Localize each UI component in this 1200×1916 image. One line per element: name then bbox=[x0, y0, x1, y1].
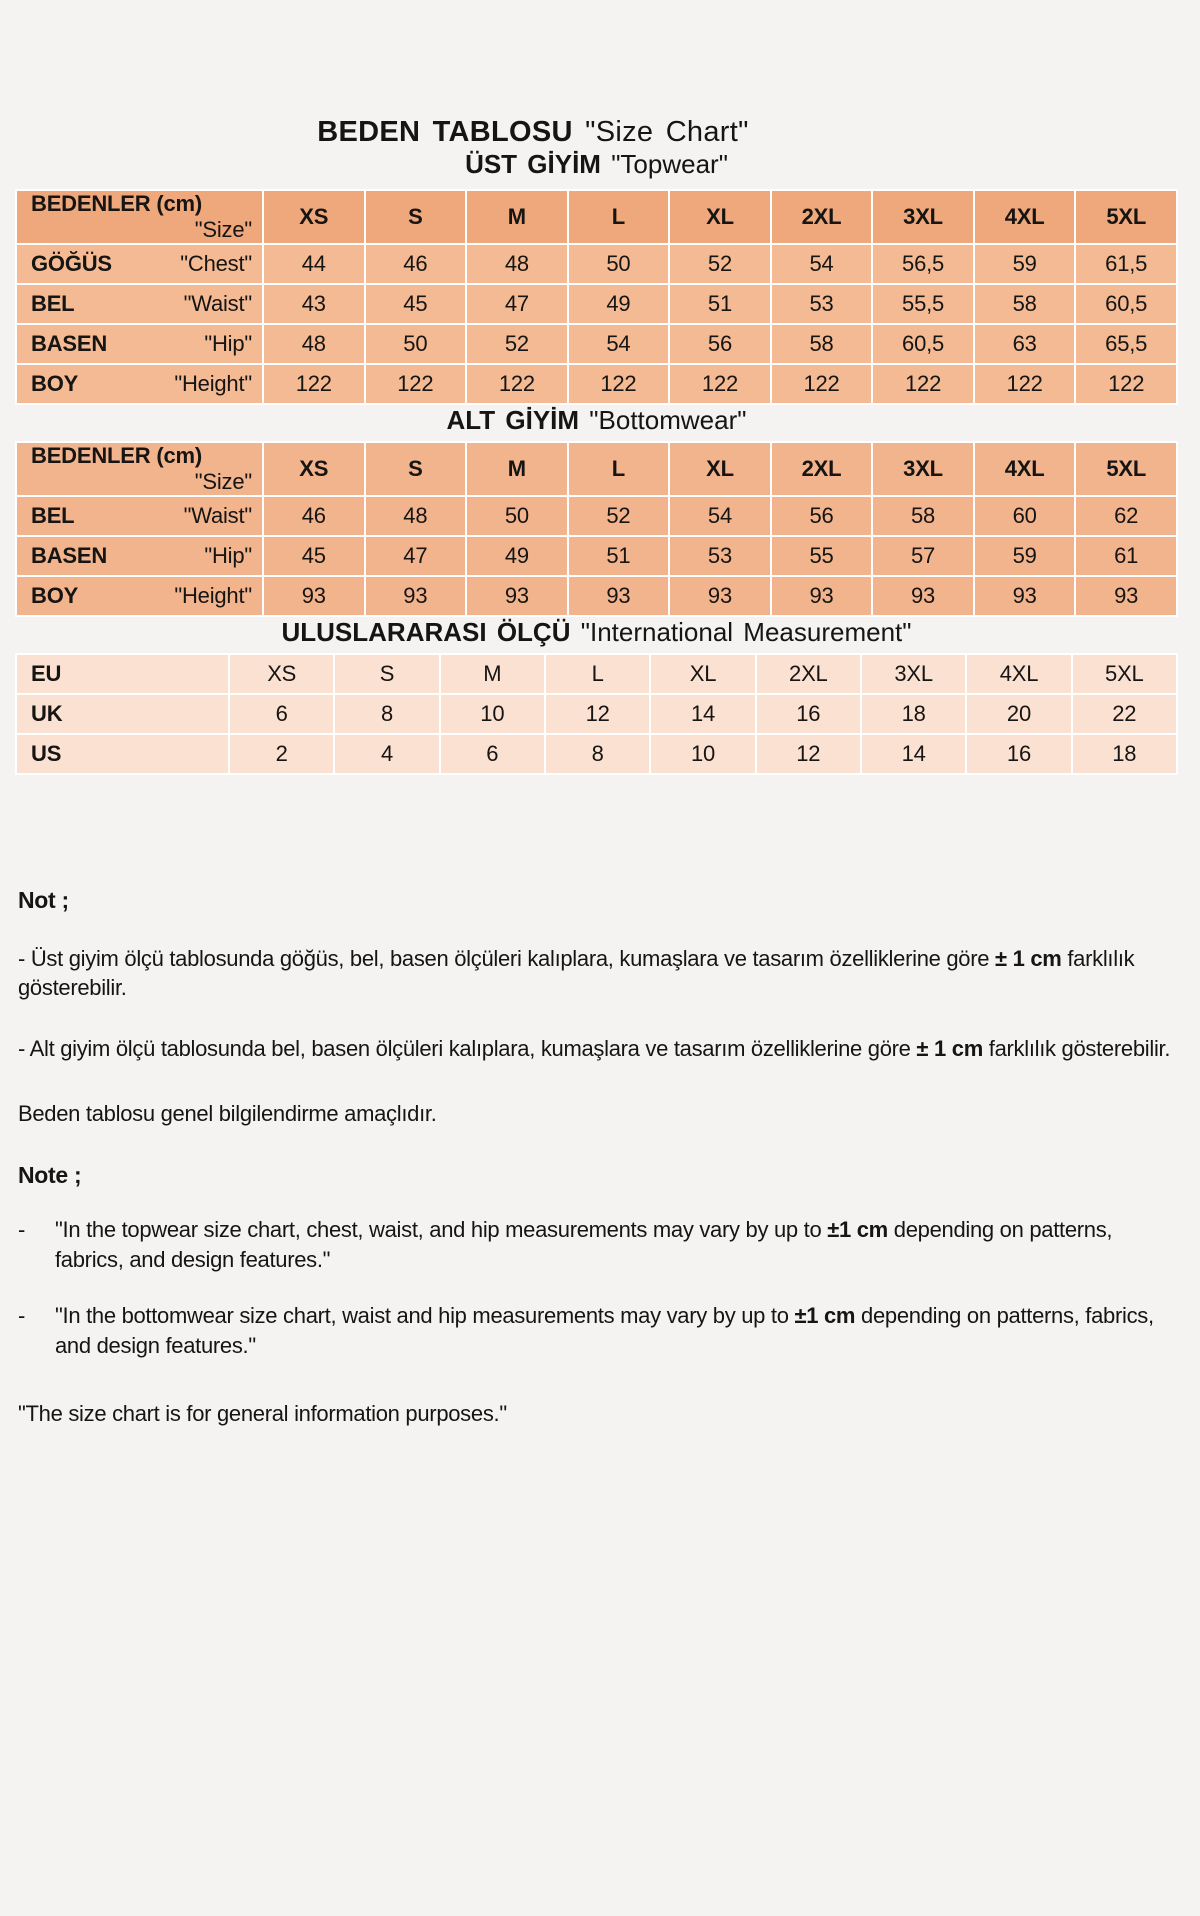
topwear-heading-sub: "Topwear" bbox=[611, 149, 728, 179]
measurement-value-cell: 93 bbox=[568, 576, 670, 616]
measurement-value-cell: 59 bbox=[974, 536, 1076, 576]
measurement-value-cell: 55,5 bbox=[872, 284, 974, 324]
measurement-value-cell: 46 bbox=[365, 244, 467, 284]
measurement-value-cell: 18 bbox=[861, 694, 966, 734]
bottomwear-size-table bbox=[15, 441, 1178, 617]
size-column-header: L bbox=[568, 442, 670, 496]
row-label-english: "Size" bbox=[194, 469, 252, 494]
size-column-header: 4XL bbox=[974, 442, 1076, 496]
measurement-value-cell: 60 bbox=[974, 496, 1076, 536]
row-label-english: "Waist" bbox=[183, 503, 252, 528]
measurement-value-cell: 122 bbox=[669, 364, 771, 404]
row-label-turkish: BEL bbox=[31, 503, 75, 528]
measurement-value-cell: 93 bbox=[872, 576, 974, 616]
bullet-text bbox=[55, 1215, 1165, 1275]
row-label-english: "Height" bbox=[174, 583, 252, 608]
note-bold-text: ±1 cm bbox=[794, 1303, 856, 1328]
measurement-value-cell: 5XL bbox=[1072, 654, 1177, 694]
bottomwear-section-heading bbox=[15, 405, 1178, 436]
measurement-value-cell: 93 bbox=[263, 576, 365, 616]
measurement-value-cell: S bbox=[334, 654, 439, 694]
measurement-value-cell: 16 bbox=[966, 734, 1071, 774]
measurement-value-cell: 2 bbox=[229, 734, 334, 774]
measurement-value-cell: 61 bbox=[1075, 536, 1177, 576]
measurement-value-cell: 49 bbox=[466, 536, 568, 576]
measurement-value-cell: 122 bbox=[263, 364, 365, 404]
row-label-english: "Waist" bbox=[183, 291, 252, 316]
table-row bbox=[16, 190, 1177, 244]
measurement-value-cell: 47 bbox=[466, 284, 568, 324]
page-title-main: BEDEN TABLOSU bbox=[317, 116, 573, 148]
international-heading-sub: "International Measurement" bbox=[580, 617, 912, 647]
measurement-value-cell: 93 bbox=[669, 576, 771, 616]
measurement-value-cell: 60,5 bbox=[872, 324, 974, 364]
size-column-header: 4XL bbox=[974, 190, 1076, 244]
english-note-topwear bbox=[18, 1215, 1180, 1275]
notes-section bbox=[18, 887, 1180, 1428]
row-label-turkish: BOY bbox=[31, 583, 79, 608]
measurement-value-cell: 52 bbox=[568, 496, 670, 536]
row-label-english: "Chest" bbox=[180, 251, 252, 276]
row-label-cell bbox=[16, 654, 229, 694]
size-column-header: 3XL bbox=[872, 190, 974, 244]
measurement-value-cell: 8 bbox=[334, 694, 439, 734]
measurement-value-cell: 61,5 bbox=[1075, 244, 1177, 284]
table-row bbox=[16, 536, 1177, 576]
measurement-value-cell: 16 bbox=[756, 694, 861, 734]
table-row bbox=[16, 734, 1177, 774]
row-label-cell bbox=[16, 536, 263, 576]
international-heading-main: ULUSLARARASI ÖLÇÜ bbox=[281, 617, 571, 647]
measurement-value-cell: 57 bbox=[872, 536, 974, 576]
measurement-value-cell: 2XL bbox=[756, 654, 861, 694]
measurement-value-cell: 8 bbox=[545, 734, 650, 774]
measurement-value-cell: 122 bbox=[1075, 364, 1177, 404]
bottomwear-heading-main: ALT GİYİM bbox=[446, 405, 580, 435]
measurement-value-cell: 54 bbox=[568, 324, 670, 364]
table-row bbox=[16, 496, 1177, 536]
row-label-english: "Hip" bbox=[204, 331, 252, 356]
row-label-turkish: UK bbox=[31, 701, 63, 726]
bullet-dash: - bbox=[18, 1303, 26, 1328]
measurement-value-cell: 93 bbox=[974, 576, 1076, 616]
row-label-english: "Hip" bbox=[204, 543, 252, 568]
row-label-cell bbox=[16, 496, 263, 536]
measurement-value-cell: 53 bbox=[669, 536, 771, 576]
measurement-value-cell: 93 bbox=[1075, 576, 1177, 616]
table-row bbox=[16, 576, 1177, 616]
row-label-turkish: BEDENLER (cm) bbox=[31, 191, 202, 216]
measurement-value-cell: 93 bbox=[771, 576, 873, 616]
size-column-header: XS bbox=[263, 190, 365, 244]
size-column-header: 5XL bbox=[1075, 442, 1177, 496]
table-row bbox=[16, 442, 1177, 496]
table-row bbox=[16, 364, 1177, 404]
measurement-value-cell: 53 bbox=[771, 284, 873, 324]
measurement-value-cell: 20 bbox=[966, 694, 1071, 734]
measurement-value-cell: 62 bbox=[1075, 496, 1177, 536]
row-label-turkish: BEDENLER (cm) bbox=[31, 443, 202, 468]
page-title bbox=[0, 116, 1066, 149]
measurement-value-cell: 14 bbox=[861, 734, 966, 774]
measurement-value-cell: 60,5 bbox=[1075, 284, 1177, 324]
measurement-value-cell: 48 bbox=[365, 496, 467, 536]
bullet-dash: - bbox=[18, 1217, 26, 1242]
turkish-note-heading: Not ; bbox=[18, 887, 69, 913]
measurement-value-cell: 56,5 bbox=[872, 244, 974, 284]
measurement-value-cell: 48 bbox=[263, 324, 365, 364]
measurement-value-cell: 22 bbox=[1072, 694, 1177, 734]
measurement-value-cell: 122 bbox=[466, 364, 568, 404]
row-label-cell bbox=[16, 442, 263, 496]
measurement-value-cell: 6 bbox=[229, 694, 334, 734]
bullet-text bbox=[55, 1301, 1165, 1361]
measurement-value-cell: 3XL bbox=[861, 654, 966, 694]
size-column-header: S bbox=[365, 442, 467, 496]
note-text: depending on patterns, fabrics, and design features." bbox=[55, 1217, 1113, 1272]
topwear-section-heading bbox=[15, 149, 1178, 180]
measurement-value-cell: 4XL bbox=[966, 654, 1071, 694]
row-label-cell bbox=[16, 244, 263, 284]
measurement-value-cell: 43 bbox=[263, 284, 365, 324]
measurement-value-cell: 45 bbox=[365, 284, 467, 324]
measurement-value-cell: 47 bbox=[365, 536, 467, 576]
measurement-value-cell: 122 bbox=[568, 364, 670, 404]
note-text: - Üst giyim ölçü tablosunda göğüs, bel, basen ölçüleri kalıplara, kumaşlara ve tasarım özelliklerine göre bbox=[18, 946, 996, 971]
measurement-value-cell: 93 bbox=[466, 576, 568, 616]
measurement-value-cell: XL bbox=[650, 654, 755, 694]
table-row bbox=[16, 654, 1177, 694]
measurement-value-cell: M bbox=[440, 654, 545, 694]
measurement-value-cell: 58 bbox=[974, 284, 1076, 324]
row-label-turkish: US bbox=[31, 741, 62, 766]
size-column-header: S bbox=[365, 190, 467, 244]
measurement-value-cell: 59 bbox=[974, 244, 1076, 284]
size-column-header: XS bbox=[263, 442, 365, 496]
row-label-cell bbox=[16, 324, 263, 364]
english-note-heading: Note ; bbox=[18, 1162, 82, 1188]
turkish-note-topwear bbox=[18, 944, 1178, 1002]
row-label-turkish: BEL bbox=[31, 291, 75, 316]
note-text: "In the topwear size chart, chest, waist, and hip measurements may vary by up to bbox=[55, 1217, 828, 1242]
measurement-value-cell: 18 bbox=[1072, 734, 1177, 774]
row-label-cell bbox=[16, 694, 229, 734]
measurement-value-cell: 56 bbox=[669, 324, 771, 364]
page-title-sub: "Size Chart" bbox=[585, 116, 749, 148]
topwear-heading-main: ÜST GİYİM bbox=[465, 149, 601, 179]
size-column-header: XL bbox=[669, 442, 771, 496]
measurement-value-cell: 50 bbox=[466, 496, 568, 536]
row-label-turkish: BASEN bbox=[31, 543, 108, 568]
note-text: farklılık gösterebilir. bbox=[982, 1036, 1171, 1061]
measurement-value-cell: 12 bbox=[545, 694, 650, 734]
measurement-value-cell: 122 bbox=[365, 364, 467, 404]
measurement-value-cell: 49 bbox=[568, 284, 670, 324]
measurement-value-cell: 122 bbox=[771, 364, 873, 404]
measurement-value-cell: 6 bbox=[440, 734, 545, 774]
size-column-header: M bbox=[466, 442, 568, 496]
measurement-value-cell: 46 bbox=[263, 496, 365, 536]
measurement-value-cell: 44 bbox=[263, 244, 365, 284]
note-bold-text: ± 1 cm bbox=[995, 946, 1062, 971]
bottomwear-heading-sub: "Bottomwear" bbox=[589, 405, 747, 435]
table-row bbox=[16, 694, 1177, 734]
topwear-size-table bbox=[15, 189, 1178, 405]
row-label-cell bbox=[16, 734, 229, 774]
row-label-turkish: BASEN bbox=[31, 331, 108, 356]
international-section-heading bbox=[15, 617, 1178, 648]
size-column-header: L bbox=[568, 190, 670, 244]
english-note-bottomwear bbox=[18, 1301, 1180, 1361]
measurement-value-cell: 14 bbox=[650, 694, 755, 734]
table-row bbox=[16, 284, 1177, 324]
measurement-value-cell: 50 bbox=[568, 244, 670, 284]
measurement-value-cell: 58 bbox=[771, 324, 873, 364]
english-general-note: "The size chart is for general information purposes." bbox=[18, 1401, 507, 1426]
measurement-value-cell: XS bbox=[229, 654, 334, 694]
measurement-value-cell: L bbox=[545, 654, 650, 694]
measurement-value-cell: 10 bbox=[650, 734, 755, 774]
international-size-table bbox=[15, 653, 1178, 775]
measurement-value-cell: 65,5 bbox=[1075, 324, 1177, 364]
note-bold-text: ± 1 cm bbox=[916, 1036, 983, 1061]
size-column-header: 3XL bbox=[872, 442, 974, 496]
measurement-value-cell: 55 bbox=[771, 536, 873, 576]
note-text: - Alt giyim ölçü tablosunda bel, basen ölçüleri kalıplara, kumaşlara ve tasarım özelliklerine göre bbox=[18, 1036, 917, 1061]
row-label-cell bbox=[16, 364, 263, 404]
size-column-header: XL bbox=[669, 190, 771, 244]
note-text: farklılık gösterebilir. bbox=[18, 946, 1135, 1000]
size-column-header: 5XL bbox=[1075, 190, 1177, 244]
measurement-value-cell: 54 bbox=[771, 244, 873, 284]
row-label-english: "Size" bbox=[194, 217, 252, 242]
row-label-cell bbox=[16, 284, 263, 324]
measurement-value-cell: 56 bbox=[771, 496, 873, 536]
note-bold-text: ±1 cm bbox=[827, 1217, 888, 1242]
row-label-turkish: EU bbox=[31, 661, 62, 686]
measurement-value-cell: 10 bbox=[440, 694, 545, 734]
measurement-value-cell: 50 bbox=[365, 324, 467, 364]
row-label-english: "Height" bbox=[174, 371, 252, 396]
measurement-value-cell: 51 bbox=[669, 284, 771, 324]
measurement-value-cell: 48 bbox=[466, 244, 568, 284]
measurement-value-cell: 58 bbox=[872, 496, 974, 536]
note-text: "In the bottomwear size chart, waist and hip measurements may vary by up to bbox=[55, 1303, 795, 1328]
measurement-value-cell: 122 bbox=[974, 364, 1076, 404]
turkish-general-note: Beden tablosu genel bilgilendirme amaçlıdır. bbox=[18, 1101, 437, 1126]
size-column-header: 2XL bbox=[771, 190, 873, 244]
measurement-value-cell: 4 bbox=[334, 734, 439, 774]
measurement-value-cell: 54 bbox=[669, 496, 771, 536]
row-label-cell bbox=[16, 190, 263, 244]
measurement-value-cell: 93 bbox=[365, 576, 467, 616]
measurement-value-cell: 52 bbox=[669, 244, 771, 284]
measurement-value-cell: 45 bbox=[263, 536, 365, 576]
measurement-value-cell: 122 bbox=[872, 364, 974, 404]
turkish-note-bottomwear bbox=[18, 1034, 1178, 1063]
table-row bbox=[16, 324, 1177, 364]
row-label-turkish: GÖĞÜS bbox=[31, 251, 112, 276]
size-column-header: 2XL bbox=[771, 442, 873, 496]
note-text: depending on patterns, fabrics, and design features." bbox=[55, 1303, 1154, 1358]
measurement-value-cell: 51 bbox=[568, 536, 670, 576]
table-row bbox=[16, 244, 1177, 284]
measurement-value-cell: 52 bbox=[466, 324, 568, 364]
row-label-turkish: BOY bbox=[31, 371, 79, 396]
measurement-value-cell: 63 bbox=[974, 324, 1076, 364]
measurement-value-cell: 12 bbox=[756, 734, 861, 774]
row-label-cell bbox=[16, 576, 263, 616]
size-column-header: M bbox=[466, 190, 568, 244]
